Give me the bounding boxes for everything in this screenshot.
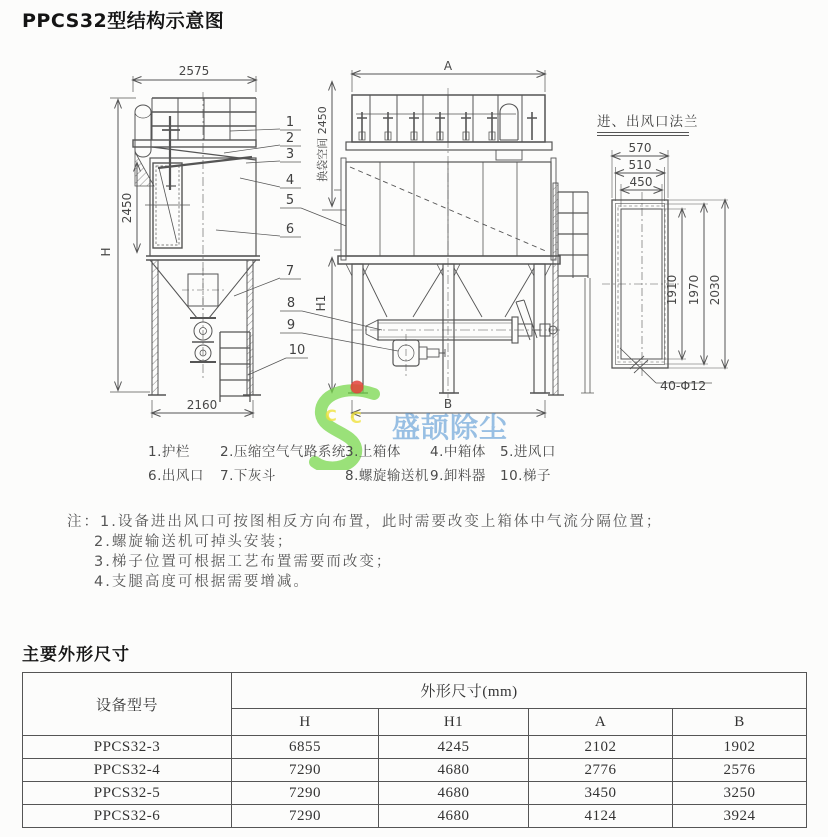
cell-A: 2776 — [529, 759, 673, 782]
note-line: 2.螺旋输送机可掉头安装； — [94, 534, 294, 550]
cell-B: 3250 — [673, 782, 807, 805]
dim-450: 450 — [629, 175, 653, 189]
flange-title: 进、出风口法兰 — [597, 114, 699, 130]
table-row — [23, 736, 807, 759]
part-item: 1.护栏 — [148, 444, 190, 460]
cell-H: 7290 — [232, 805, 379, 828]
dim-bolt-holes: 40-Φ12 — [660, 378, 707, 393]
dimensions-table — [22, 672, 807, 828]
col-header-dims: 外形尺寸(mm) — [232, 673, 807, 709]
dim-570: 570 — [628, 141, 652, 155]
flange-detail — [597, 133, 728, 384]
callout-10: 10 — [288, 343, 306, 358]
side-view — [110, 76, 346, 418]
cell-model: PPCS32-4 — [23, 759, 232, 782]
col-header-B: B — [673, 709, 807, 736]
watermark-c1: C — [325, 406, 337, 425]
cell-B: 3924 — [673, 805, 807, 828]
cell-model: PPCS32-3 — [23, 736, 232, 759]
dim-2575: 2575 — [178, 64, 210, 78]
part-item: 7.下灰斗 — [220, 468, 276, 484]
part-item: 8.螺旋输送机 — [345, 468, 429, 484]
cell-H: 7290 — [232, 782, 379, 805]
cell-B: 1902 — [673, 736, 807, 759]
cell-A: 2102 — [529, 736, 673, 759]
cell-model: PPCS32-6 — [23, 805, 232, 828]
callout-9: 9 — [286, 318, 296, 333]
part-item: 3.上箱体 — [345, 444, 401, 460]
dim-510: 510 — [628, 158, 652, 172]
cell-B: 2576 — [673, 759, 807, 782]
dim-2030: 2030 — [708, 274, 722, 306]
section-title: 主要外形尺寸 — [22, 645, 130, 665]
cell-H1: 4680 — [379, 805, 529, 828]
dim-A: A — [443, 59, 453, 73]
table-row — [23, 759, 807, 782]
watermark-text: 盛颉除尘 — [392, 411, 509, 444]
table-row — [23, 782, 807, 805]
part-item: 4.中箱体 — [430, 444, 486, 460]
callout-leaders — [216, 129, 398, 375]
callout-4: 4 — [285, 173, 295, 188]
callout-1: 1 — [285, 115, 295, 130]
dim-1970: 1970 — [687, 274, 701, 306]
notes-block — [67, 512, 662, 592]
table-row — [23, 805, 807, 828]
table-header-row — [23, 673, 807, 709]
callout-8: 8 — [286, 296, 296, 311]
callout-3: 3 — [285, 147, 295, 162]
note-label: 注： — [67, 514, 100, 530]
col-header-model: 设备型号 — [23, 673, 232, 736]
page-title: PPCS32型结构示意图 — [22, 10, 225, 32]
dim-bag-space: 换袋空间 2450 — [316, 106, 329, 182]
callout-6: 6 — [285, 222, 295, 237]
callout-numbers — [286, 115, 305, 358]
cell-model: PPCS32-5 — [23, 782, 232, 805]
dim-2160: 2160 — [186, 398, 218, 412]
watermark-c2: C — [350, 408, 362, 427]
dim-1910: 1910 — [665, 274, 679, 306]
cell-A: 4124 — [529, 805, 673, 828]
part-item: 9.卸料器 — [430, 468, 486, 484]
cell-H1: 4680 — [379, 782, 529, 805]
cell-H1: 4680 — [379, 759, 529, 782]
dim-H1: H1 — [314, 294, 328, 312]
col-header-H1: H1 — [379, 709, 529, 736]
callout-5: 5 — [285, 193, 295, 208]
dim-H: H — [99, 247, 113, 257]
col-header-H: H — [232, 709, 379, 736]
note-line: 注：1.设备进出风口可按图相反方向布置，此时需要改变上箱体中气流分隔位置； — [67, 514, 663, 530]
note-line: 3.梯子位置可根据工艺布置需要而改变； — [94, 554, 393, 570]
part-item: 2.压缩空气气路系统 — [220, 444, 346, 460]
watermark-red-dot — [351, 381, 364, 394]
cell-H1: 4245 — [379, 736, 529, 759]
part-item: 6.出风口 — [148, 468, 204, 484]
cell-H: 7290 — [232, 759, 379, 782]
cell-A: 3450 — [529, 782, 673, 805]
note-line: 4.支腿高度可根据需要增减。 — [94, 574, 310, 590]
callout-2: 2 — [285, 131, 295, 146]
cell-H: 6855 — [232, 736, 379, 759]
col-header-A: A — [529, 709, 673, 736]
part-item: 5.进风口 — [500, 444, 556, 460]
dim-2450-left: 2450 — [120, 192, 134, 224]
front-view — [332, 70, 594, 418]
callout-7: 7 — [285, 264, 295, 279]
part-item: 10.梯子 — [500, 468, 551, 484]
dim-B: B — [443, 397, 453, 411]
